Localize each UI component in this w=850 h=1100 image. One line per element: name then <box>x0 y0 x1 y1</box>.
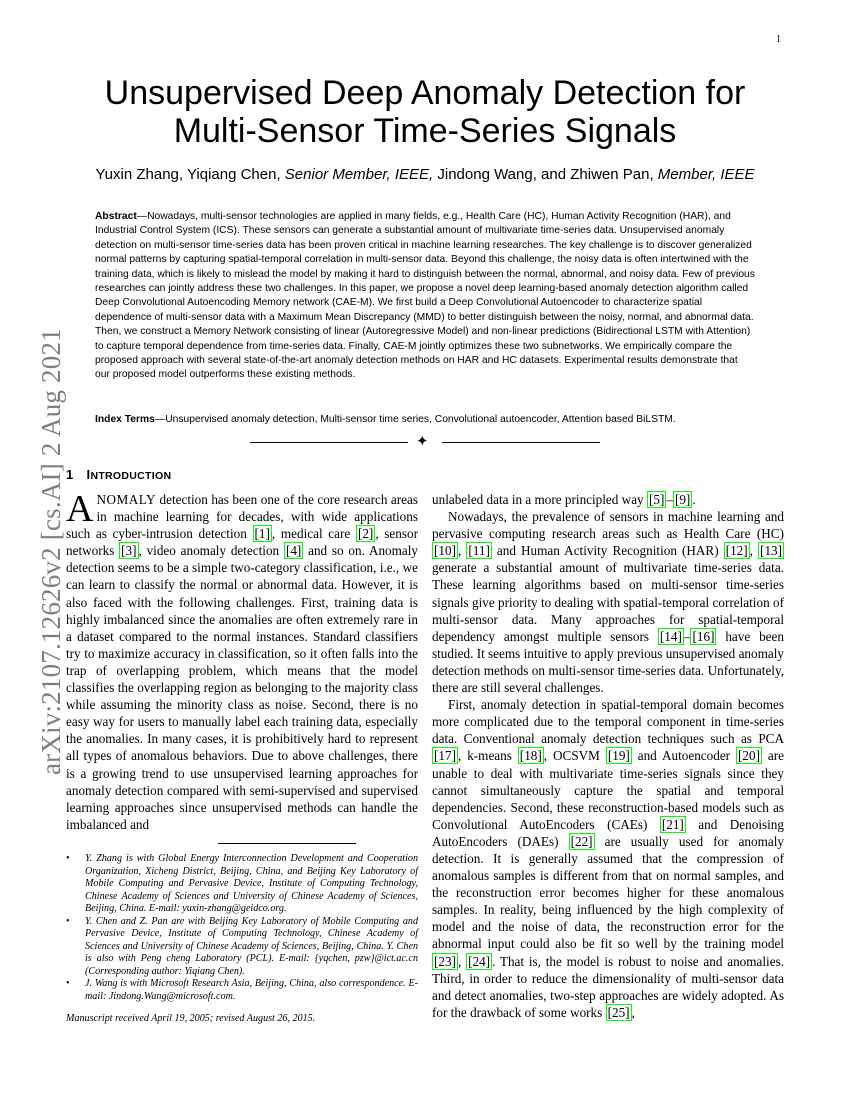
citation-link[interactable]: [12] <box>725 543 748 559</box>
intro-paragraph-1-continued: unlabeled data in a more principled way [5] – [9] . <box>432 492 696 507</box>
manuscript-note: Manuscript received April 19, 2005; revised August 26, 2015. <box>66 1013 316 1024</box>
intro-paragraph-2: Nowadays, the prevalence of sensors in machine learning and pervasive computing research areas such as Health Care (HC) [10] , [11] and Human Activity Recognition (HAR) [12] , [13] generate a substantial amount of multivariate time-series data. These learning algorithms based on multi-sensor time-series signals give priority to dealing with spatial-temporal correlation of multi-sensor data. Many approaches for spatial-temporal dependency amongst multiple sensors [14] – [16] have been studied. It seems intuitive to apply previous unsupervised anomaly detection methods on multi-sensor time-series data. Unfortunately, there are still several challenges. <box>432 509 784 696</box>
citation-link[interactable]: [5] <box>648 492 665 507</box>
intro-paragraph-1: ANOMALY detection has been one of the core research areas in machine learning for decades, with wide applications such as cyber-intrusion detection [1] , medical care [2] , sensor networks [3] , video anomaly detection [4] and so on. Anomaly detection seems to be a simple two-category classification, i.e., we can learn to classify the normal or abnormal data. However, it is also faced with the following challenges. First, training data is highly imbalanced since the anomalies are often extremely rare in a dataset compared to the normal instances. Standard classifiers try to maximize accuracy in classification, so it often falls into the trap of overlapping problem, which means that the model classifies the overlapping region as belonging to the majority class while assuming the minority class as noise. Second, there is no easy way for users to manually label each training data, especially the anomalies. In many cases, it is prohibitively hard to represent all types of anomalous behaviors. Due to above challenges, there is a growing trend to use unsupervised learning approaches for anomaly detection compared with semi-supervised and supervised learning approaches since unsupervised methods can handle the imbalanced and <box>66 488 418 832</box>
small-caps-word: NOMALY <box>96 492 157 507</box>
section-heading <box>66 467 171 482</box>
index-terms-text: —Unsupervised anomaly detection, Multi-sensor time series, Convolutional autoencoder, Attention based BiLSTM. <box>154 414 676 425</box>
citation-link[interactable]: [22] <box>570 833 593 849</box>
citation-link[interactable]: [24] <box>468 953 491 969</box>
author-names-1: Yuxin Zhang, Yiqiang Chen, <box>95 166 285 183</box>
citation-link[interactable]: [3] <box>121 543 137 559</box>
citation-link[interactable]: [2] <box>357 526 374 542</box>
paper-title <box>80 74 770 150</box>
citation-link[interactable]: [18] <box>519 748 542 764</box>
index-terms-label: Index Terms <box>95 414 155 425</box>
citation-link[interactable]: [9] <box>674 492 691 507</box>
footnote-rule <box>218 843 356 844</box>
drop-cap: A <box>66 488 94 530</box>
footnote-item: • Y. Zhang is with Global Energy Interconnection Development and Cooperation Organization, Xicheng District, Beijing, China, and Beijing Key Laboratory of Mobile Computing and Pervasive Device, Institute of Computing Technology, Chinese Academy of Sciences and University of Chinese Academy of Sciences, Beijing, China. E-mail: yuxin-zhang@geidco.org. <box>66 853 418 914</box>
divider-line-left <box>250 442 408 443</box>
author-role-1: Senior Member, IEEE, <box>284 166 434 183</box>
citation-link[interactable]: [4] <box>285 543 302 559</box>
abstract <box>95 210 755 383</box>
citation-link[interactable]: [20] <box>738 748 760 764</box>
page-number: 1 <box>776 34 781 45</box>
section-title-rest: NTRODUCTION <box>90 470 172 482</box>
citation-link[interactable]: [11] <box>468 543 490 559</box>
author-names-2: Jindong Wang, and Zhiwen Pan, <box>433 166 658 183</box>
divider-line-right <box>442 442 600 443</box>
bullet-icon: • <box>66 915 70 927</box>
title-line-1: Unsupervised Deep Anomaly Detection for <box>104 74 746 112</box>
title-line-2: Multi-Sensor Time-Series Signals <box>173 112 677 150</box>
left-column <box>66 488 418 833</box>
abstract-text: —Nowadays, multi-sensor technologies are applied in many fields, e.g., Health Care (HC), Human Activity Recognition (HAR), and Industrial Control System (ICS). These sensors can generate a substantial amount of multivariate time-series data. Unsupervised anomaly detection on multi-sensor time-series data has been proven critical in machine learning researches. The key challenge is to discover generalized normal patterns by capturing spatial-temporal correlation in multi-sensor data. Beyond this challenge, the noisy data is often intertwined with the training data, which is likely to mislead the model by making it hard to distinguish between the normal, abnormal, and noisy data. Few of previous researches can jointly address these two challenges. In this paper, we propose a novel deep learning-based anomaly detection algorithm called Deep Convolutional Autoencoding Memory network (CAE-M). We first build a Deep Convolutional Autoencoder to characterize spatial dependence of multi-sensor data with a Maximum Mean Discrepancy (MMD) to better distinguish between the noisy, normal, and abnormal data. Then, we construct a Memory Network consisting of linear (Autoregressive Model) and non-linear predictions (Bidirectional LSTM with Attention) to capture temporal dependence from time-series data. Finally, CAE-M jointly optimizes these two subnetworks. We empirically compare the proposed approach with several state-of-the-art anomaly detection methods on HAR and HC datasets. Experimental results demonstrate that our proposed model outperforms these existing methods. <box>95 211 755 381</box>
index-terms <box>95 413 755 427</box>
footnotes <box>66 853 418 1026</box>
citation-link[interactable]: [17] <box>434 748 456 764</box>
citation-link[interactable]: [19] <box>607 748 630 764</box>
arxiv-identifier[interactable]: arXiv:2107.12626v2 [cs.AI] 2 Aug 2021 <box>36 328 66 775</box>
bullet-icon: • <box>66 978 70 989</box>
footnote-item: • Y. Chen and Z. Pan are with Beijing Key Laboratory of Mobile Computing and Pervasive Device, Institute of Computing Technology, Chinese Academy of Sciences and University of Chinese Academy of Sciences, Beijing, China. Y. Chen is also with Peng cheng Laboratory (PCL). E-mail: {yqchen, pzw}@ict.ac.cn (Corresponding author: Yiqiang Chen). <box>66 915 418 977</box>
citation-link[interactable]: [13] <box>760 543 783 559</box>
author-role-2: Member, IEEE <box>657 166 755 183</box>
right-column <box>432 491 784 1021</box>
citation-link[interactable]: [10] <box>434 543 456 559</box>
citation-link[interactable]: [1] <box>254 526 270 542</box>
section-title-first-letter: I <box>86 467 91 482</box>
author-list <box>60 166 790 183</box>
divider-star-icon: ✦ <box>416 432 429 450</box>
footnote-item: • J. Wang is with Microsoft Research Asia, Beijing, China, also correspondence. E-mail: Jindong.Wang@microsoft.com. <box>66 978 418 1002</box>
citation-link[interactable]: [23] <box>434 953 456 969</box>
section-divider <box>250 433 600 453</box>
citation-link[interactable]: [16] <box>692 628 715 644</box>
citation-link[interactable]: [14] <box>659 628 682 644</box>
intro-paragraph-3: First, anomaly detection in spatial-temporal domain becomes more complicated due to the temporal component in time-series data. Conventional anomaly detection techniques such as PCA [17] , k-means [18] , OCSVM [19] and Autoencoder [20] are unable to deal with multivariate time-series signals since they cannot simultaneously capture the spatial and temporal dependencies. Second, these reconstruction-based models such as Convolutional AutoEncoders (CAEs) [21] and Denoising AutoEncoders (DAEs) [22] are usually used for anomaly detection. It is generally assumed that the compression of anomalous samples is different from that on normal samples, and the reconstruction error becomes higher for these anomalous samples. In reality, being influenced by the high complexity of model and the noise of data, the reconstruction error for the abnormal input could also be fit so well by the training model [23] , [24] . That is, the model is robust to noise and anomalies. Third, in order to reduce the dimensionality of multi-sensor data and detect anomalies, two-step approaches are widely adopted. As for the drawback of some works [25] , <box>432 697 785 1020</box>
citation-link[interactable]: [21] <box>661 816 684 832</box>
abstract-label: Abstract <box>95 211 137 222</box>
section-number: 1 <box>66 467 74 482</box>
bullet-icon: • <box>66 853 70 864</box>
citation-link[interactable]: [25] <box>607 1004 630 1020</box>
